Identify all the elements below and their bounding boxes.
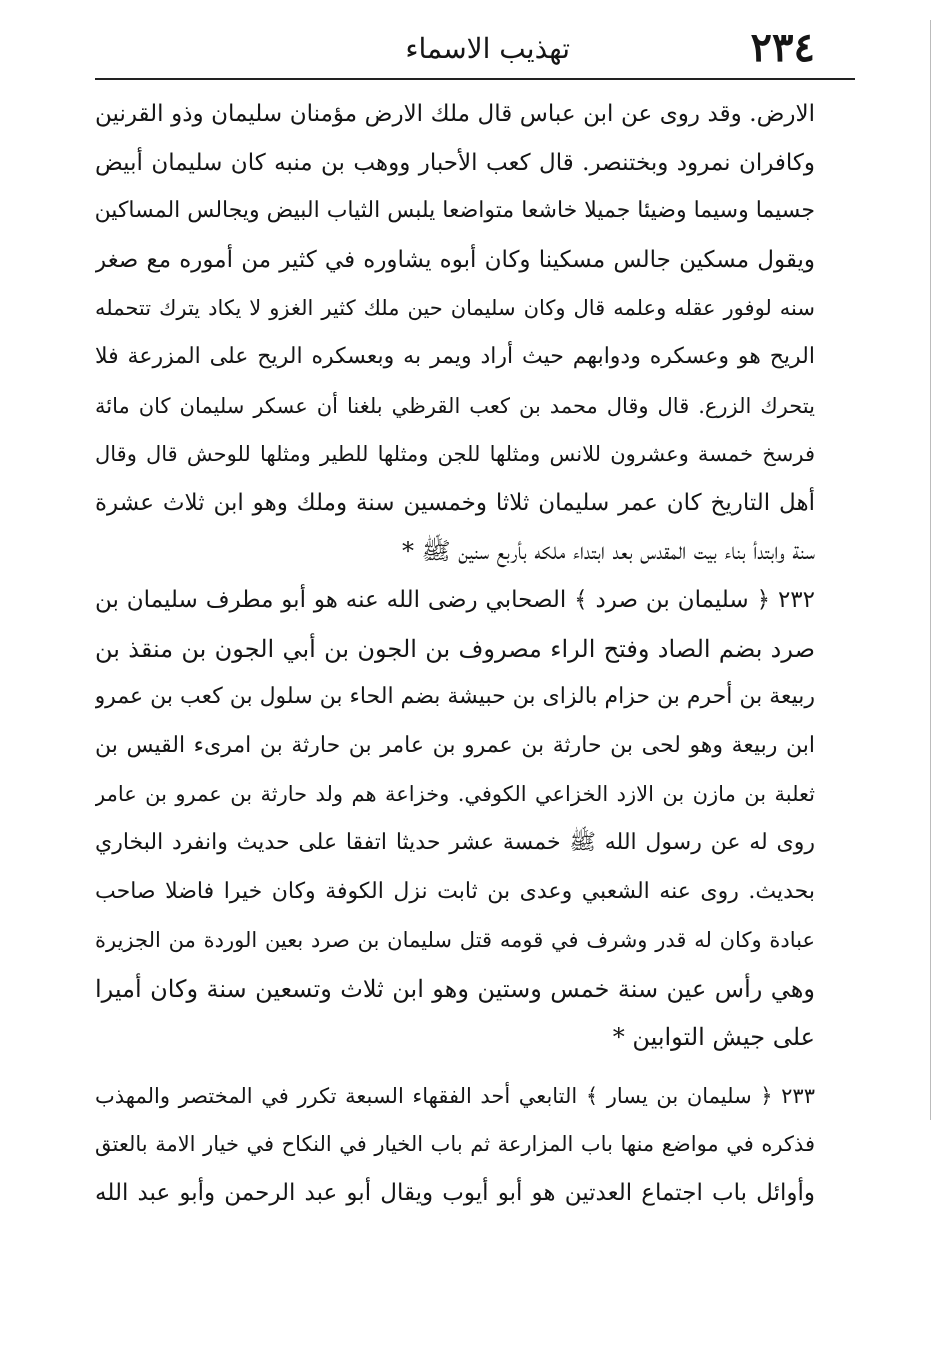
scan-edge-line — [930, 20, 931, 1120]
entry-heading-line: ٢٣٣ ﴿ سليمان بن يسار ﴾ التابعي أحد الفقهاء السبعة تكرر في المختصر والمهذب — [95, 1083, 815, 1108]
text-line: جسيما وسيما وضيئا جميلا خاشعا متواضعا يلبس الثياب البيض ويجالس المساكين — [95, 198, 815, 224]
text-line: وهي رأس عين سنة خمس وستين وهو ابن ثلاث وتسعين سنة وكان أميرا — [95, 974, 815, 1003]
text-line: سنه لوفور عقله وعلمه قال وكان سليمان حين ملك كثير الغزو لا يكاد يترك تتحمله — [95, 296, 815, 321]
text-line: أهل التاريخ كان عمر سليمان ثلاثا وخمسين سنة وملك وهو ابن ثلاث عشرة — [95, 489, 815, 516]
text-line: ثعلبة بن مازن بن الازد الخزاعي الكوفي. وخزاعة هم ولد حارثة بن عمرو بن عامر — [95, 782, 815, 807]
text-line: بحديث. روى عنه الشعبي وعدى بن ثابت نزل الكوفة وكان خيرا فاضلا صاحب — [95, 878, 815, 904]
text-line: على جيش التوابين * — [612, 1023, 815, 1052]
text-line: صرد بضم الصاد وفتح الراء مصروف بن الجون بن أبي الجون بن منقذ بن — [95, 634, 815, 663]
text-body — [95, 90, 815, 1218]
text-line: وأوائل باب اجتماع العدتين هو أبو أيوب ويقال أبو عبد الرحمن وأبو عبد الله — [95, 1180, 815, 1207]
page-number: ٢٣٤ — [750, 24, 815, 71]
text-line: عبادة وكان له قدر وشرف في قومه قتل سليمان بن صرد بعين الوردة من الجزيرة — [95, 928, 815, 953]
entry-heading-line: ٢٣٢ ﴿ سليمان بن صرد ﴾ الصحابي رضى الله عنه هو أبو مطرف سليمان بن — [95, 586, 815, 613]
page-header — [95, 20, 855, 76]
text-line: سنة وابتدأ بناء بيت المقدس بعد ابتداء ملكه بأربع سنين ﷺ * — [401, 537, 815, 566]
running-title: تهذيب الاسماء — [405, 32, 570, 65]
text-line: روى له عن رسول الله ﷺ خمسة عشر حديثا اتفقا على حديث وانفرد البخاري — [95, 829, 815, 855]
text-line: وكافران نمرود وبختنصر. قال كعب الأحبار ووهب بن منبه كان سليمان أبيض — [95, 149, 815, 176]
text-line: الارض. وقد روى عن ابن عباس قال ملك الارض مؤمنان سليمان وذو القرنين — [95, 101, 815, 127]
text-line: الريح هو وعسكره ودوابهم حيث أراد ويمر به وبعسكره الريح على المزرعة فلا — [95, 343, 815, 369]
text-line: ربيعة بن أحرم بن حزام بالزاى بن حبيشة بضم الحاء بن سلول بن كعب بن عمرو — [95, 684, 815, 710]
header-rule — [95, 78, 855, 80]
text-line: فرسخ خمسة وعشرون للانس ومثلها للجن ومثلها للطير ومثلها للوحش قال وقال — [95, 442, 815, 467]
text-line: فذكره في مواضع منها باب المزارعة ثم باب الخيار في النكاح في خيار الامة بالعتق — [95, 1132, 815, 1157]
paragraph-gap — [95, 1062, 815, 1072]
text-line: يتحرك الزرع. قال وقال محمد بن كعب القرظي بلغنا أن عسكر سليمان كان مائة — [95, 393, 815, 418]
text-line: ويقول مسكين جالس مسكينا وكان أبوه يشاوره في كثير من أموره مع صغر — [95, 246, 815, 273]
text-line: ابن ربيعة وهو لحى بن حارثة بن عمرو بن عامر بن حارثة بن امرىء القيس بن — [95, 732, 815, 758]
